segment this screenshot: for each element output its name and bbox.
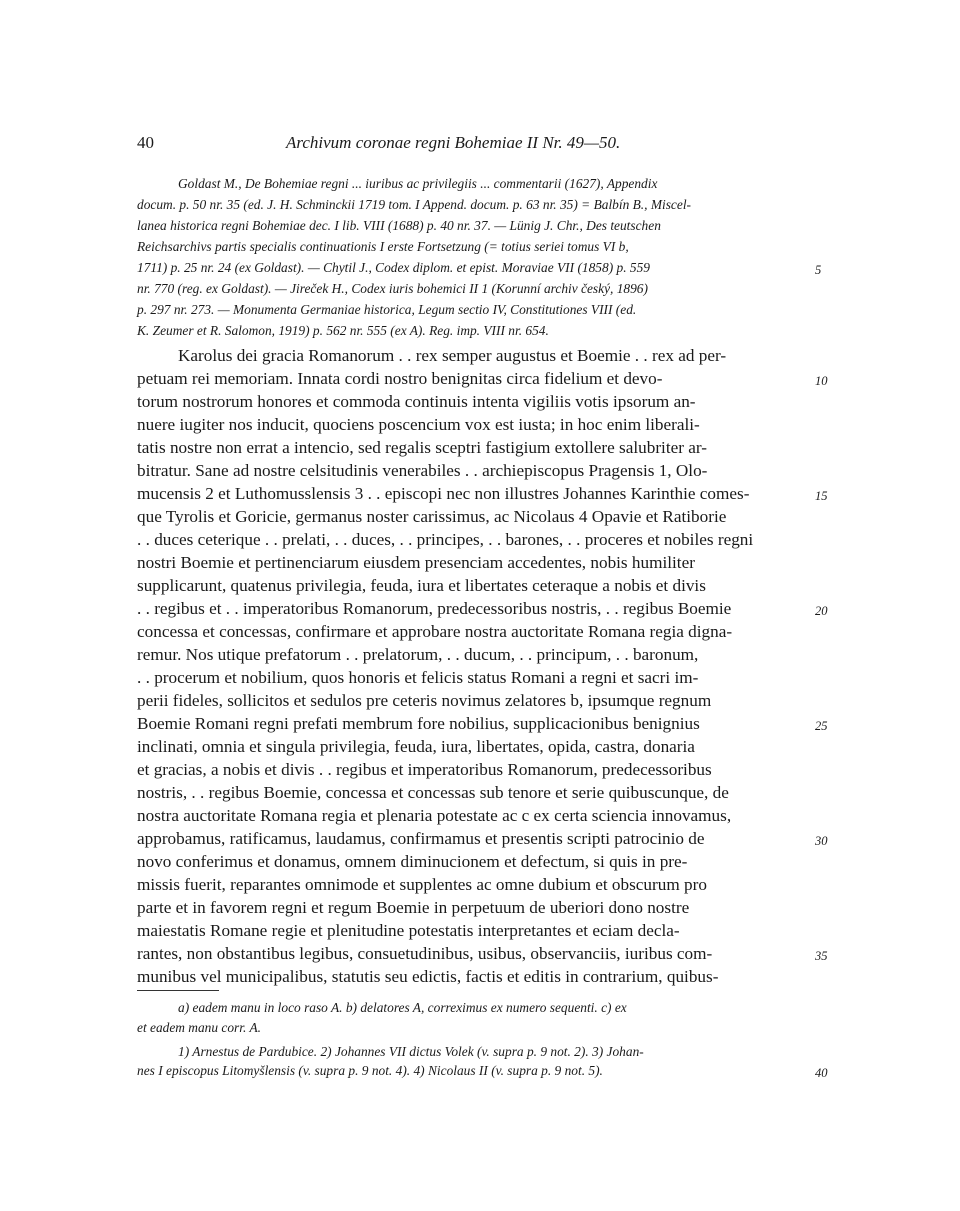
text-line: supplicarunt, quatenus privilegia, feuda, iura et libertates ceteraque a nobis et divis (137, 576, 706, 595)
line-number: 25 (815, 719, 828, 733)
text-line: parte et in favorem regni et regum Boemie in perpetuum de uberiori dono nostre (137, 898, 690, 917)
textual-note-line: et eadem manu corr. A. (137, 1020, 261, 1035)
page-header (137, 133, 817, 159)
text-line: novo conferimus et donamus, omnem diminucionem et defectum, si quis in pre- (137, 852, 688, 871)
line-number: 20 (815, 604, 828, 618)
source-line: docum. p. 50 nr. 35 (ed. J. H. Schminckii 1719 tom. I Append. docum. p. 63 nr. 35) = Balbín B., Miscel- (137, 197, 691, 212)
textual-note-line: a) eadem manu in loco raso A. b) delatores A, correximus ex numero sequenti. c) ex (178, 1000, 627, 1015)
text-line: nostri Boemie et pertinenciarum eiusdem presenciam accedentes, nobis humiliter (137, 553, 695, 572)
text-line: nuere iugiter nos inducit, quociens poscencium vox est iusta; in hoc enim liberali- (137, 415, 700, 434)
source-line: Reichsarchivs partis specialis continuationis I erste Fortsetzung (= totius seriei tomus VI b, (137, 239, 629, 254)
text-line: concessa et concessas, confirmare et approbare nostra auctoritate Romana regia digna- (137, 622, 733, 641)
text-line: bitratur. Sane ad nostre celsitudinis venerabiles . . archiepiscopus Pragensis 1, Olo- (137, 461, 708, 480)
text-line: . . regibus et . . imperatoribus Romanorum, predecessoribus nostris, . . regibus Boemie (137, 599, 732, 618)
source-line: Goldast M., De Bohemiae regni ... iuribus ac privilegiis ... commentarii (1627), Appendix (178, 176, 658, 191)
text-line: Boemie Romani regni prefati membrum fore nobilius, supplicacionibus benignius (137, 714, 700, 733)
source-line: p. 297 nr. 273. — Monumenta Germaniae historica, Legum sectio IV, Constitutiones VIII (ed. (137, 302, 637, 317)
text-line: nostris, . . regibus Boemie, concessa et concessas sub tenore et serie quibuscunque, de (137, 783, 729, 802)
line-number: 30 (815, 834, 828, 848)
text-line: remur. Nos utique prefatorum . . prelatorum, . . ducum, . . principum, . . baronum, (137, 645, 699, 664)
text-line: rantes, non obstantibus legibus, consuetudinibus, usibus, observanciis, iuribus com- (137, 944, 713, 963)
text-line: maiestatis Romane regie et plenitudine potestatis interpretantes et eciam decla- (137, 921, 680, 940)
historical-note-line: 1) Arnestus de Pardubice. 2) Johannes VII dictus Volek (v. supra p. 9 not. 2). 3) Johan- (178, 1044, 644, 1059)
source-line: nr. 770 (reg. ex Goldast). — Jireček H., Codex iuris bohemici II 1 (Korunní archiv český, 1896) (137, 281, 648, 296)
page-number: 40 (137, 133, 154, 152)
text-line: Karolus dei gracia Romanorum . . rex semper augustus et Boemie . . rex ad per- (178, 346, 727, 365)
source-line: 1711) p. 25 nr. 24 (ex Goldast). — Chytil J., Codex diplom. et epist. Moraviae VII (1858) p. 559 (137, 260, 650, 275)
running-title: Archivum coronae regni Bohemiae II Nr. 49—50. (286, 133, 621, 152)
text-line: torum nostrorum honores et commoda continuis intenta vigiliis votis ipsorum an- (137, 392, 696, 411)
line-number: 35 (815, 949, 828, 963)
text-line: mucensis 2 et Luthomusslensis 3 . . episcopi nec non illustres Johannes Karinthie comes- (137, 484, 750, 503)
text-line: inclinati, omnia et singula privilegia, feuda, iura, libertates, opida, castra, donaria (137, 737, 695, 756)
line-number: 15 (815, 489, 828, 503)
source-line: K. Zeumer et R. Salomon, 1919) p. 562 nr. 555 (ex A). Reg. imp. VIII nr. 654. (137, 323, 549, 338)
line-number: 40 (815, 1066, 828, 1080)
text-line: munibus vel municipalibus, statutis seu edictis, factis et editis in contrarium, quibus- (137, 967, 719, 986)
text-line: perii fideles, sollicitos et sedulos pre ceteris novimus zelatores b, ipsumque regnum (137, 691, 712, 710)
text-line: approbamus, ratificamus, laudamus, confirmamus et presentis scripti patrocinio de (137, 829, 705, 848)
text-line: tatis nostre non errat a intencio, sed regalis sceptri fastigium extollere salubriter ar- (137, 438, 707, 457)
source-line: lanea historica regni Bohemiae dec. I lib. VIII (1688) p. 40 nr. 37. — Lünig J. Chr., Des teutschen (137, 218, 661, 233)
text-line: petuam rei memoriam. Innata cordi nostro benignitas circa fidelium et devo- (137, 369, 663, 388)
text-line: missis fuerit, reparantes omnimode et supplentes ac omne dubium et obscurum pro (137, 875, 707, 894)
line-number: 10 (815, 374, 828, 388)
text-line: et gracias, a nobis et divis . . regibus et imperatoribus Romanorum, predecessoribus (137, 760, 712, 779)
text-line: nostra auctoritate Romana regia et plenaria potestate ac c ex certa sciencia innovamus, (137, 806, 732, 825)
text-line: . . procerum et nobilium, quos honoris et felicis status Romani a regni et sacri im- (137, 668, 699, 687)
footnote-divider (137, 990, 219, 991)
text-line: . . duces ceterique . . prelati, . . duces, . . principes, . . barones, . . proceres et nobiles regni (137, 530, 754, 549)
line-number: 5 (815, 263, 822, 277)
historical-note-line: nes I episcopus Litomyšlensis (v. supra p. 9 not. 4). 4) Nicolaus II (v. supra p. 9 not. 5). (137, 1063, 603, 1078)
text-line: que Tyrolis et Goricie, germanus noster carissimus, ac Nicolaus 4 Opavie et Ratiborie (137, 507, 727, 526)
